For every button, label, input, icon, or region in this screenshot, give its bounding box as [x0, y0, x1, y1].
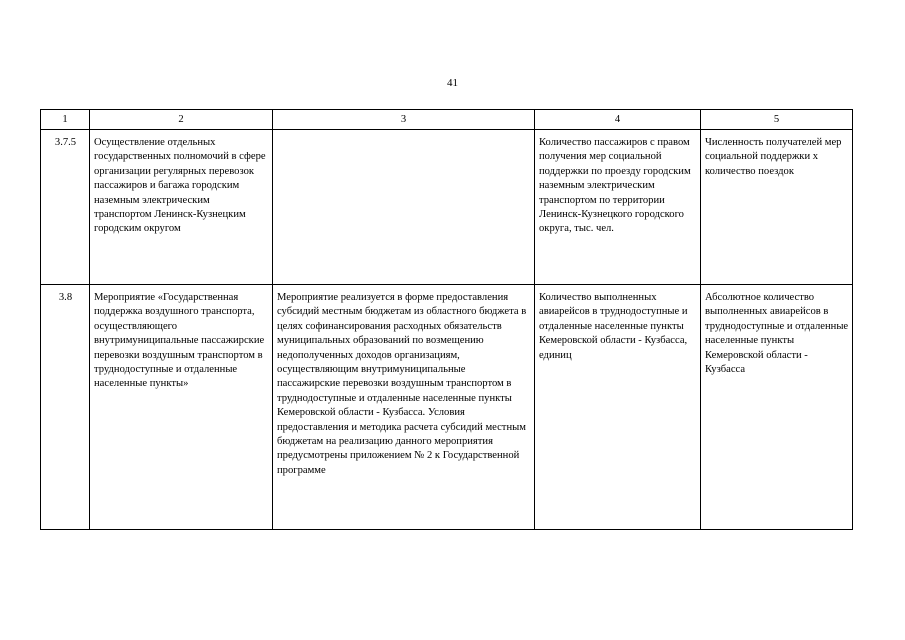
measure-description-cell — [273, 130, 535, 285]
measure-description-cell: Мероприятие реализуется в форме предоставления субсидий местным бюджетам из областного бюджета в целях софинансирования расходных обязательств муниципальных образований по возмещению недополученных доходов организациям, осуществляющим внутримуниципальные пассажирские перевозки воздушным транспортом в труднодоступные и отдаленные населенные пункты Кемеровской области - Кузбасса. Условия предоставления и методика расчета субсидий местным бюджетам на реализацию данного мероприятия предусмотрены приложением № 2 к Государственной программе — [273, 285, 535, 530]
measure-name-cell: Осуществление отдельных государственных полномочий в сфере организации регулярных перевозок пассажиров и багажа городским наземным электрическим транспортом Ленинск-Кузнецким городским округом — [90, 130, 273, 285]
indicator-cell: Количество пассажиров с правом получения мер социальной поддержки по проезду городским наземным электрическим транспортом по территории Ленинск-Кузнецкого городского округа, тыс. чел. — [535, 130, 701, 285]
calculation-method-cell: Численность получателей мер социальной поддержки х количество поездок — [701, 130, 853, 285]
calculation-method-cell: Абсолютное количество выполненных авиарейсов в труднодоступные и отдаленные населенные пункты Кемеровской области - Кузбасса — [701, 285, 853, 530]
page-number: 41 — [447, 77, 458, 89]
header-col-2: 2 — [90, 110, 273, 130]
header-col-1: 1 — [41, 110, 90, 130]
row-number-cell: 3.8 — [41, 285, 90, 530]
header-col-3: 3 — [273, 110, 535, 130]
measure-name-cell: Мероприятие «Государственная поддержка воздушного транспорта, осуществляющего внутримуниципальные пассажирские перевозки воздушным транспортом в труднодоступные и отдаленные населенные пункты» — [90, 285, 273, 530]
table-row — [41, 285, 853, 530]
header-col-4: 4 — [535, 110, 701, 130]
table-row — [41, 130, 853, 285]
row-number-cell: 3.7.5 — [41, 130, 90, 285]
measures-table — [40, 109, 853, 530]
header-col-5: 5 — [701, 110, 853, 130]
header-row — [41, 110, 853, 130]
table-header — [41, 110, 853, 130]
indicator-cell: Количество выполненных авиарейсов в труднодоступные и отдаленные населенные пункты Кемеровской области - Кузбасса, единиц — [535, 285, 701, 530]
